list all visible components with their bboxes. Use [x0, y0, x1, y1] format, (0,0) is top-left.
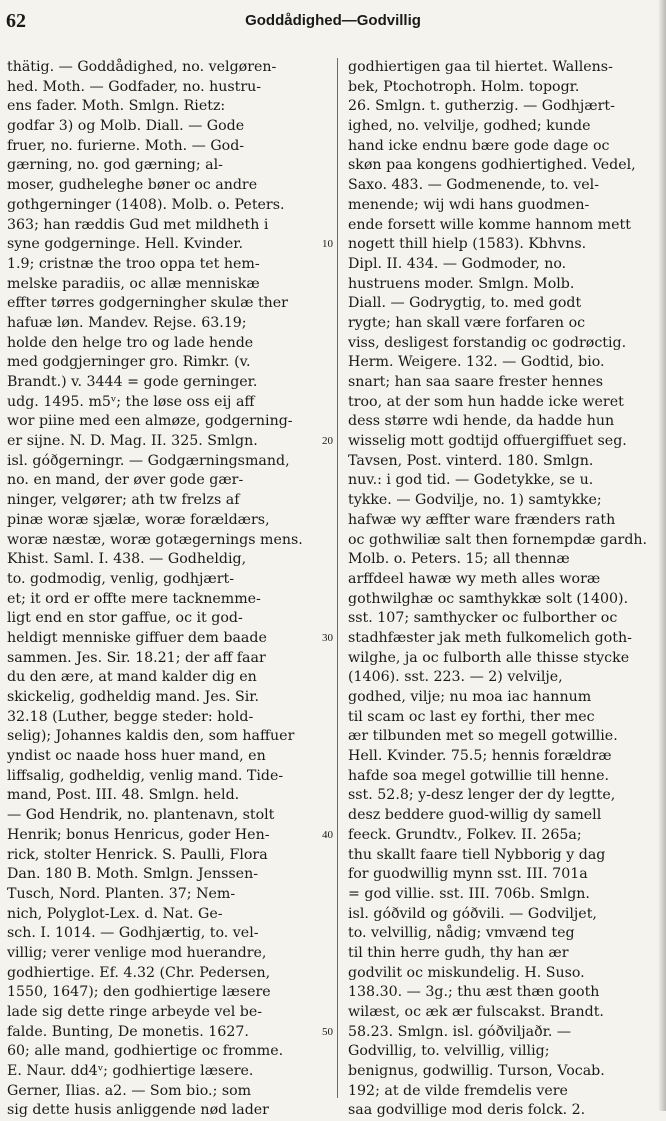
text-line: desz beddere guod-willig dy samell: [348, 807, 602, 824]
text-line: Henrik; bonus Henricus, goder Hen-: [7, 826, 270, 843]
text-line: 60; alle mand, godhiertige oc fromme.: [7, 1043, 284, 1060]
text-line: skickelig, godheldig mand. Jes. Sir.: [7, 689, 260, 705]
text-line: 138.30. — 3g.; thu æst thæn gooth: [348, 984, 600, 1001]
text-line: ninger, velgører; ath tw frelzs af: [7, 492, 240, 509]
text-line: 1550, 1647); den godhiertige læsere: [7, 984, 271, 1001]
text-line: godhed, vilje; nu moa iac hannum: [348, 689, 592, 705]
text-line: gothwilghæ oc samthykkæ solt (1400).: [348, 590, 629, 607]
text-line: pinæ woræ sjælæ, woræ forældærs,: [7, 511, 270, 528]
text-line: godfar 3) og Molb. Diall. — Gode: [7, 118, 245, 135]
text-line: ighed, no. velvilje, godhed; kunde: [348, 118, 591, 135]
text-line: wor piine med een almøze, godgerning-: [7, 413, 293, 430]
text-line: sig dette husis anliggende nød lader: [7, 1102, 269, 1119]
text-line: godvilit oc miskundelig. H. Suso.: [348, 964, 585, 981]
text-line: 26. Smlgn. t. gutherzig. — Godhjært-: [348, 98, 615, 115]
text-line: thu skallt faare tiell Nybborig y dag: [348, 846, 606, 863]
text-line: 58.23. Smlgn. isl. góðviljaðr. —: [348, 1023, 572, 1040]
running-head: Goddådighed—Godvillig: [245, 12, 421, 29]
text-line: wilghe, ja oc fulborth alle thisse stycke: [348, 649, 630, 666]
text-line: et; it ord er offte mere tacknemme-: [7, 590, 261, 607]
text-line: selig); Johannes kaldis den, som haffuer: [7, 728, 295, 745]
text-line: sst. 107; samthycker oc fulborther oc: [348, 610, 618, 627]
text-line: ær tilbunden met so megell gotwillie.: [348, 728, 618, 745]
text-line: nogett thill hielp (1583). Kbhvns.: [348, 236, 587, 253]
text-line: Godvillig, to. velvillig, villig;: [348, 1043, 550, 1060]
text-line: Dipl. II. 434. — Godmoder, no.: [348, 255, 567, 272]
text-line: stadhfæster jak meth fulkomelich goth-: [348, 629, 632, 646]
text-line: yndist oc naade hoss huer mand, en: [7, 748, 266, 765]
text-line: hed. Moth. — Godfader, no. hustru-: [7, 78, 262, 95]
text-line: arffdeel hawæ wy meth alles woræ: [348, 570, 601, 587]
text-line: Brandt.) v. 3444 = gode gerninger.: [7, 374, 258, 390]
text-line: ligt end en stor gaffue, oc it god-: [7, 610, 243, 627]
text-line: nuv.: i god tid. — Godetykke, se u.: [348, 472, 594, 489]
text-line: ens fader. Moth. Smlgn. Rietz:: [7, 98, 226, 115]
margin-line-number: 40: [322, 829, 333, 842]
text-line: hustruens moder. Smlgn. Molb.: [348, 275, 575, 292]
text-line: 1.9; cristnæ the troo oppa tet hem-: [7, 255, 260, 272]
text-line: troo, at der som hun hadde icke weret: [348, 393, 624, 410]
text-line: oc gothwiliæ salt then fornempdæ gardh.: [348, 531, 648, 548]
text-line: Tavsen, Post. vinterd. 180. Smlgn.: [348, 452, 594, 469]
text-line: sammen. Jes. Sir. 18.21; der aff faar: [7, 649, 266, 666]
text-line: til thin herre gudh, thy han ær: [348, 944, 569, 961]
text-line: (1406). sst. 223. — 2) velvilje,: [348, 669, 563, 686]
text-line: lade sig dette ringe arbeyde vel be-: [7, 1004, 263, 1020]
text-line: benignus, godwillig. Turson, Vocab.: [348, 1063, 605, 1080]
text-line: to. velvillig, nådig; vmvænd teg: [348, 925, 575, 942]
text-line: Tusch, Nord. Planten. 37; Nem-: [7, 885, 236, 902]
text-line: er sijne. N. D. Mag. II. 325. Smlgn.: [7, 433, 258, 450]
text-line: Molb. o. Peters. 15; all thennæ: [348, 551, 570, 568]
right-column: [348, 58, 658, 1121]
text-line: sst. 52.8; y-desz lenger der dy legtte,: [348, 787, 616, 804]
text-line: wilæst, oc æk ær fulscakst. Brandt.: [348, 1004, 604, 1020]
text-line: effter tørres godgerningher skulæ ther: [7, 295, 288, 312]
text-line: snart; han saa saare frester hennes: [348, 374, 604, 390]
text-line: hafwæ wy æffter ware frænders rath: [348, 511, 616, 528]
text-line: rick, stolter Henrick. S. Paulli, Flora: [7, 846, 268, 863]
text-line: syne godgerninge. Hell. Kvinder.: [7, 236, 243, 253]
text-line: 32.18 (Luther, begge steder: hold-: [7, 708, 254, 725]
column-divider: [337, 58, 338, 1098]
text-line: heldigt menniske giffuer dem baade: [7, 629, 267, 646]
text-line: til scam oc last ey forthi, ther mec: [348, 708, 595, 725]
text-line: = god villie. sst. III. 706b. Smlgn.: [348, 885, 590, 902]
text-line: dess større wdi hende, da hadde hun: [348, 413, 615, 430]
text-line: no. en mand, der øver gode gær-: [7, 472, 244, 489]
text-line: wisselig mott godtijd offuergiffuet seg.: [348, 433, 627, 450]
text-line: hafde soa megel gotwillie till henne.: [348, 767, 610, 784]
margin-line-number: 30: [322, 632, 333, 645]
left-column: [7, 58, 332, 1121]
margin-line-number: 20: [322, 435, 333, 448]
text-line: nich, Polyglot-Lex. d. Nat. Ge-: [7, 905, 223, 922]
text-line: hafuæ løn. Mandev. Rejse. 63.19;: [7, 314, 247, 331]
text-line: moser, gudheleghe bøner oc andre: [7, 177, 258, 194]
text-line: Saxo. 483. — Godmenende, to. vel-: [348, 177, 600, 194]
text-line: rygte; han skall være forfaren oc: [348, 314, 586, 331]
text-line: Dan. 180 B. Moth. Smlgn. Jenssen-: [7, 866, 259, 883]
text-line: Khist. Saml. I. 438. — Godheldig,: [7, 551, 247, 568]
text-line: — God Hendrik, no. plantenavn, stolt: [7, 807, 275, 824]
text-line: bek, Ptochotroph. Holm. topogr.: [348, 78, 580, 95]
text-line: to. godmodig, venlig, godhjært-: [7, 570, 235, 587]
text-line: fruer, no. furierne. Moth. — God-: [7, 137, 245, 154]
margin-line-number: 10: [322, 238, 333, 251]
text-line: for guodwillig mynn sst. III. 701a: [348, 866, 588, 883]
text-line: 363; han ræddis Gud met mildheth i: [7, 216, 269, 233]
text-line: falde. Bunting, De monetis. 1627.: [7, 1023, 249, 1040]
text-line: melske paradiis, oc allæ menniskæ: [7, 275, 260, 292]
text-line: feeck. Grundtv., Folkev. II. 265a;: [348, 826, 582, 843]
text-line: isl. góðvild og góðvili. — Godviljet,: [348, 905, 597, 922]
text-line: hand icke endnu bære gode dage oc: [348, 137, 610, 154]
text-line: tykke. — Godvilje, no. 1) samtykke;: [348, 492, 602, 509]
text-line: Gerner, Ilias. a2. — Som bio.; som: [7, 1082, 252, 1099]
text-line: Herm. Weigere. 132. — Godtid, bio.: [348, 354, 605, 371]
margin-line-number: 50: [322, 1026, 333, 1039]
text-line: 192; at de vilde fremdelis vere: [348, 1082, 568, 1099]
text-line: menende; wij wdi hans guodmen-: [348, 196, 590, 213]
text-line: E. Naur. dd4ᵛ; godhiertige læsere.: [7, 1063, 254, 1080]
text-line: med godgjerninger gro. Rimkr. (v.: [7, 354, 251, 371]
page-header: [0, 0, 666, 40]
text-line: villig; verer venlige mod huerandre,: [7, 944, 267, 961]
text-line: ende forsett wille komme hannom mett: [348, 216, 631, 233]
text-line: Hell. Kvinder. 75.5; hennis forældræ: [348, 748, 612, 765]
text-line: sch. I. 1014. — Godhjærtig, to. vel-: [7, 925, 259, 942]
text-line: liffsalig, godheldig, venlig mand. Tide-: [7, 767, 284, 784]
text-line: udg. 1495. m5ᵛ; the løse oss eij aff: [7, 393, 255, 410]
text-line: gothgerninger (1408). Molb. o. Peters.: [7, 196, 285, 213]
text-line: saa godvillige mod deris folck. 2.: [348, 1102, 586, 1119]
text-line: godhiertige. Ef. 4.32 (Chr. Pedersen,: [7, 964, 271, 981]
text-line: du den ære, at mand kalder dig en: [7, 669, 257, 686]
text-line: isl. góðgerningr. — Godgærningsmand,: [7, 452, 290, 469]
text-line: godhiertigen gaa til hiertet. Wallens-: [348, 59, 613, 75]
text-line: Diall. — Godrygtig, to. med godt: [348, 295, 582, 312]
text-line: skøn paa kongens godhiertighed. Vedel,: [348, 157, 636, 174]
text-line: thätig. — Goddådighed, no. velgøren-: [7, 59, 277, 75]
text-line: viss, desligest forstandig oc godrøctig.: [348, 334, 627, 351]
page-edge-shadow: [658, 0, 666, 1111]
text-line: gærning, no. god gærning; al-: [7, 157, 223, 174]
text-line: woræ næstæ, woræ gotægernings mens.: [7, 531, 303, 548]
text-line: mand, Post. III. 48. Smlgn. held.: [7, 787, 240, 804]
text-line: holde den helge tro og lade hende: [7, 334, 254, 351]
page-number: 62: [6, 10, 26, 32]
